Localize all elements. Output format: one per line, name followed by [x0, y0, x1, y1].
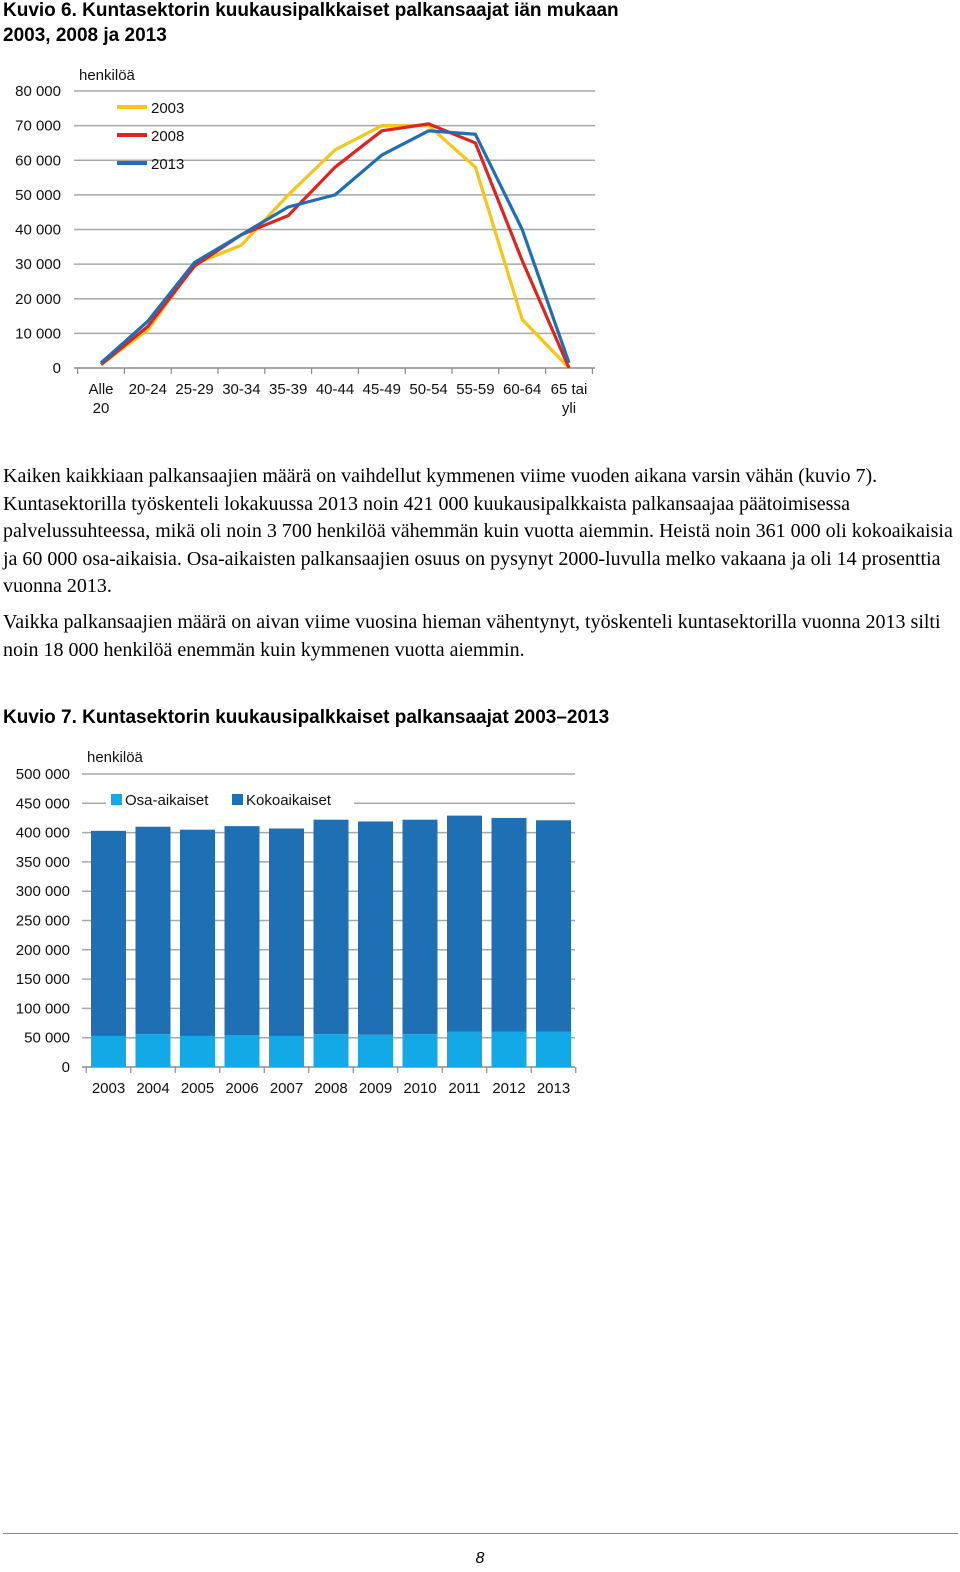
x-tick-label: 2005	[180, 1080, 215, 1097]
y-tick-label: 200 000	[15, 941, 70, 959]
y-tick-label: 50 000	[24, 1029, 70, 1047]
legend-label-2003: 2003	[151, 100, 185, 117]
bar-Osa-aikaiset-2012	[492, 1032, 527, 1067]
paragraph-1: Kaiken kaikkiaan palkansaajien määrä on vaihdellut kymmenen viime vuoden aikana varsin vähän (kuvio 7). Kuntasektorilla työskenteli lokakuussa 2013 noin 421 000 kuukausipalkkaista palkansaajaa päätoimisessa palvelussuhteessa, mikä oli noin 3 700 henkilöä vähemmän kuin vuotta aiemmin. Heistä noin 361 000 oli kokoaikaisia ja 60 000 osa-aikaisia. Osa-aikaisten palkansaajien osuus on pysynyt 2000-luvulla melko vakaana ja oli 14 prosenttia vuonna 2013.	[3, 465, 953, 597]
bar-Osa-aikaiset-2004	[136, 1034, 171, 1067]
y-tick-label: 450 000	[15, 795, 70, 813]
bar-Osa-aikaiset-2003	[91, 1036, 126, 1067]
x-tick-label: 20-24	[128, 381, 167, 398]
x-tick-label: 60-64	[503, 381, 542, 398]
figure6-caption-line1: Kuvio 6. Kuntasektorin kuukausipalkkaiset palkansaajat iän mukaan	[3, 0, 619, 21]
x-tick-label: 2011	[448, 1080, 481, 1097]
bar-Kokoaikaiset-2005	[180, 830, 215, 1036]
y-tick-label: 350 000	[15, 853, 70, 871]
bar-Kokoaikaiset-2011	[447, 816, 482, 1032]
bar-Kokoaikaiset-2012	[492, 818, 527, 1032]
bar-Osa-aikaiset-2005	[180, 1036, 215, 1067]
x-tick-label: 30-34	[222, 381, 261, 398]
x-tick-label: 65 tai	[550, 381, 588, 398]
x-tick-label: 25-29	[175, 381, 214, 398]
legend-swatch-Kokoaikaiset	[232, 794, 243, 805]
x-tick-label: 2004	[136, 1080, 170, 1097]
y-tick-label: 80 000	[15, 83, 61, 100]
x-tick-label: 2003	[91, 1080, 126, 1097]
y-tick-label: 30 000	[15, 256, 61, 274]
paragraph-2: Vaikka palkansaajien määrä on aivan viime vuosina hieman vähentynyt, työskenteli kuntasektorilla vuonna 2013 silti noin 18 000 henkilöä enemmän kuin kymmenen vuotta aiemmin.	[3, 611, 941, 661]
y-tick-label: 0	[61, 1059, 70, 1076]
y-tick-label: 100 000	[15, 1000, 70, 1018]
legend-label-Osa-aikaiset: Osa-aikaiset	[125, 792, 209, 809]
bar-Kokoaikaiset-2007	[269, 828, 304, 1035]
yearly-stacked-bar-chart	[0, 742, 620, 1112]
x-tick-label: 2009	[358, 1080, 393, 1097]
x-tick-label: 2012	[492, 1080, 526, 1097]
bar-Osa-aikaiset-2006	[225, 1035, 260, 1067]
y-tick-label: 150 000	[15, 971, 70, 989]
x-tick-label: 2010	[403, 1080, 437, 1097]
bar-Kokoaikaiset-2008	[314, 820, 349, 1034]
x-tick-label: 40-44	[315, 381, 355, 398]
x-tick-label: 2007	[269, 1080, 304, 1097]
bar-Kokoaikaiset-2010	[403, 820, 438, 1034]
x-tick-label: 2006	[225, 1080, 259, 1097]
y-tick-label: 500 000	[15, 766, 70, 783]
y-tick-label: 70 000	[15, 117, 61, 135]
bar-Osa-aikaiset-2013	[536, 1032, 571, 1067]
y-tick-label: 60 000	[15, 152, 61, 170]
y-tick-label: 400 000	[15, 824, 70, 842]
legend-swatch-Osa-aikaiset	[111, 794, 122, 805]
x-tick-label: 20	[92, 400, 110, 417]
y-tick-label: 50 000	[15, 186, 61, 204]
x-tick-label: yli	[561, 400, 577, 417]
y-tick-label: 300 000	[15, 883, 70, 901]
x-tick-label: 2013	[536, 1080, 571, 1097]
legend-label-2013: 2013	[151, 156, 185, 173]
bar-Osa-aikaiset-2010	[403, 1034, 438, 1067]
y-tick-label: 250 000	[15, 912, 70, 930]
bar-Kokoaikaiset-2003	[91, 831, 126, 1036]
footer-rule	[3, 1533, 958, 1534]
x-tick-label: 45-49	[362, 381, 401, 398]
bar-Kokoaikaiset-2006	[225, 826, 260, 1035]
y-axis-unit: henkilöä	[79, 67, 135, 84]
x-tick-label: 35-39	[269, 381, 308, 398]
x-tick-label: 55-59	[456, 381, 495, 398]
figure6-caption-line2: 2003, 2008 ja 2013	[3, 25, 167, 46]
bar-Osa-aikaiset-2007	[269, 1036, 304, 1067]
bar-Kokoaikaiset-2009	[358, 821, 393, 1034]
y-tick-label: 20 000	[15, 290, 61, 308]
bar-Kokoaikaiset-2004	[136, 827, 171, 1034]
x-tick-label: 50-54	[409, 381, 448, 398]
figure7-caption: Kuvio 7. Kuntasektorin kuukausipalkkaiset palkansaajat 2003–2013	[3, 707, 610, 728]
legend-label-2008: 2008	[151, 128, 185, 145]
bar-Osa-aikaiset-2009	[358, 1035, 393, 1067]
page-number: 8	[475, 1550, 485, 1567]
figure6-caption	[3, 0, 703, 48]
bar-Osa-aikaiset-2011	[447, 1032, 482, 1067]
y-tick-label: 40 000	[15, 221, 61, 239]
y-tick-label: 0	[52, 360, 61, 377]
y-axis-unit: henkilöä	[87, 749, 143, 766]
y-tick-label: 10 000	[15, 325, 61, 343]
x-tick-label: 2008	[314, 1080, 348, 1097]
bar-Kokoaikaiset-2013	[536, 820, 571, 1032]
bar-Osa-aikaiset-2008	[314, 1034, 349, 1067]
age-line-chart	[0, 60, 620, 430]
x-tick-label: Alle	[88, 381, 114, 398]
legend-label-Kokoaikaiset: Kokoaikaiset	[246, 792, 332, 809]
